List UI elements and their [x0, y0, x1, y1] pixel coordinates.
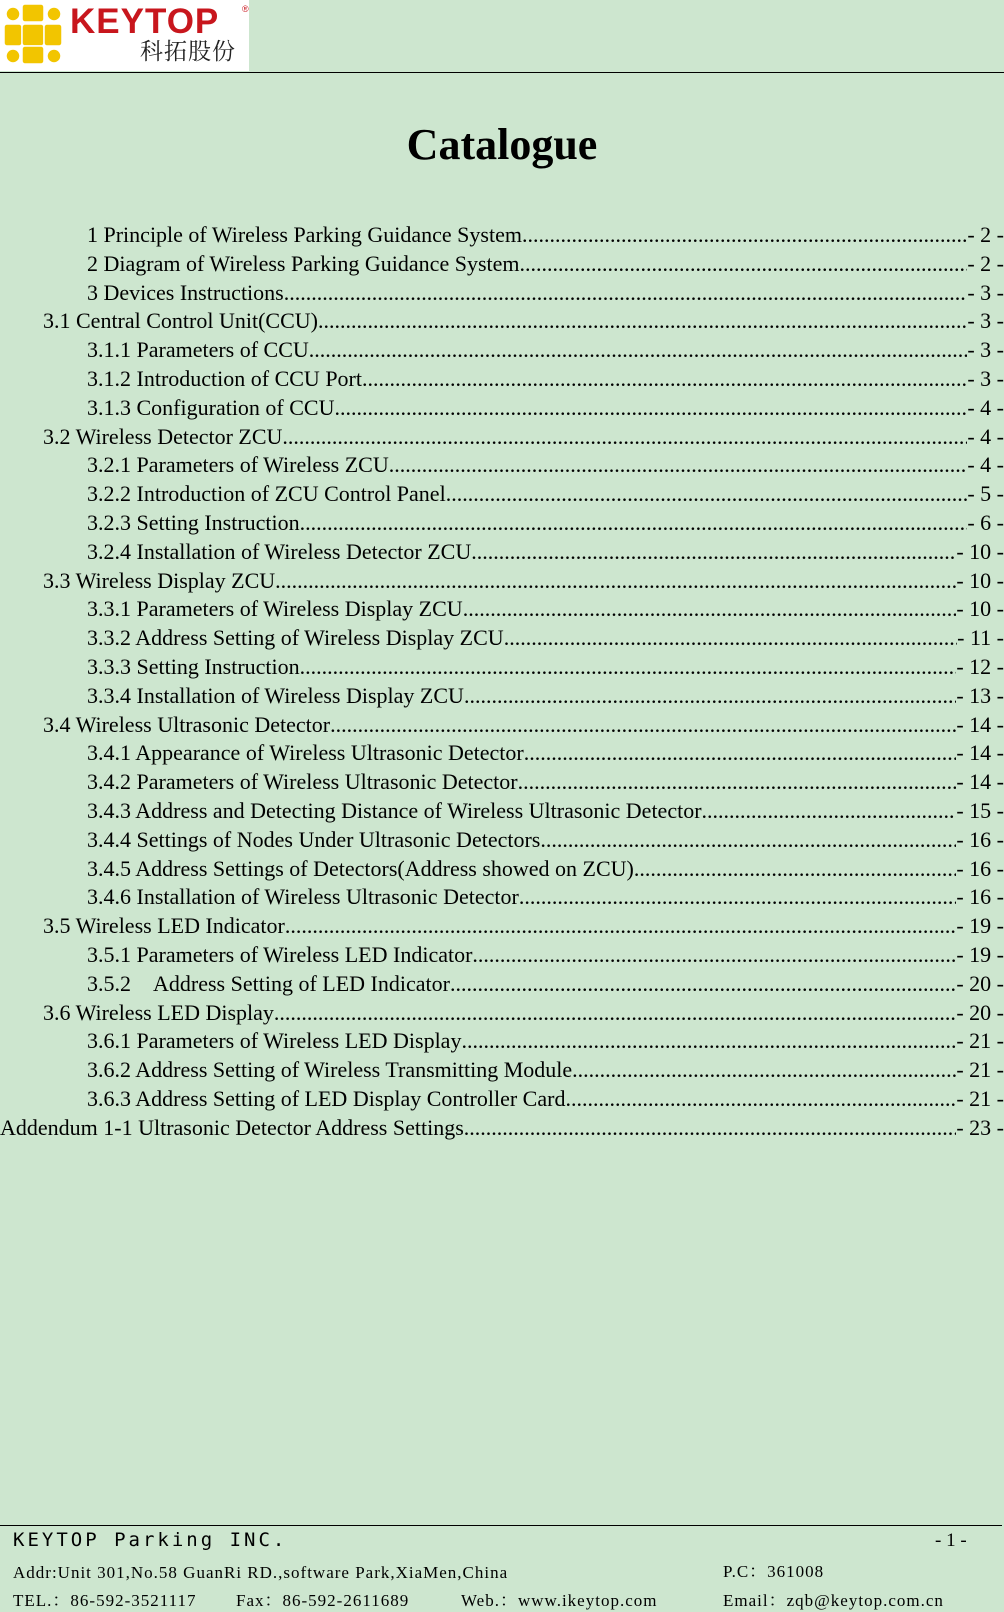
toc-dot-leader: [572, 1056, 956, 1084]
toc-entry-title: 3.1.3 Configuration of CCU: [87, 395, 335, 420]
toc-entry-title: 3.3 Wireless Display ZCU: [43, 568, 276, 593]
footer-web: Web.：www.ikeytop.com: [461, 1591, 658, 1610]
toc-entry-title: 3.5 Wireless LED Indicator: [43, 913, 285, 938]
toc-entry-page: - 14 -: [956, 769, 1004, 794]
toc-entry-page: - 4 -: [967, 395, 1004, 420]
toc-entry[interactable]: [87, 797, 1004, 825]
toc-entry-page: - 14 -: [956, 740, 1004, 765]
toc-entry-title: 1 Principle of Wireless Parking Guidance System: [87, 222, 522, 247]
toc-entry-title: 3 Devices Instructions: [87, 280, 284, 305]
toc-entry-page: - 16 -: [956, 884, 1004, 909]
toc-entry-title: 3.6 Wireless LED Display: [43, 1000, 274, 1025]
footer-email: Email：zqb@keytop.com.cn: [723, 1591, 944, 1610]
toc-entry-title: 3.2 Wireless Detector ZCU: [43, 424, 283, 449]
toc-entry-title: 3.4.4 Settings of Nodes Under Ultrasonic Detectors: [87, 827, 541, 852]
toc-entry[interactable]: [43, 711, 1004, 739]
toc-entry-page: - 4 -: [967, 424, 1004, 449]
toc-entry[interactable]: [87, 221, 1004, 249]
toc-entry[interactable]: [87, 595, 1004, 623]
toc-entry[interactable]: [87, 653, 1004, 681]
toc-entry-title: 3.6.1 Parameters of Wireless LED Display: [87, 1028, 462, 1053]
toc-entry-page: - 19 -: [956, 942, 1004, 967]
toc-entry-title: 3.2.3 Setting Instruction: [87, 510, 300, 535]
footer-company-name: KEYTOP Parking INC.: [13, 1529, 288, 1551]
toc-entry-page: - 16 -: [956, 856, 1004, 881]
toc-entry-title: 3.2.1 Parameters of Wireless ZCU: [87, 452, 389, 477]
toc-entry-page: - 21 -: [956, 1028, 1004, 1053]
toc-entry[interactable]: [87, 970, 1004, 998]
toc-dot-leader: [285, 912, 956, 940]
page-title: Catalogue: [406, 120, 598, 169]
logo-wordmark: KEYTOP: [70, 2, 220, 41]
toc-entry-page: - 11 -: [957, 625, 1004, 650]
toc-dot-leader: [335, 394, 968, 422]
toc-dot-leader: [634, 855, 956, 883]
toc-dot-leader: [518, 768, 957, 796]
toc-dot-leader: [504, 624, 957, 652]
toc-dot-leader: [330, 711, 956, 739]
toc-entry[interactable]: [87, 336, 1004, 364]
toc-entry[interactable]: [87, 826, 1004, 854]
toc-entry-title: 3.6.3 Address Setting of LED Display Controller Card: [87, 1086, 566, 1111]
toc-entry-page: - 3 -: [967, 308, 1004, 333]
toc-entry[interactable]: [87, 480, 1004, 508]
toc-entry-page: - 19 -: [956, 913, 1004, 938]
toc-entry[interactable]: [87, 941, 1004, 969]
page-header: [0, 0, 1004, 73]
toc-dot-leader: [446, 480, 968, 508]
toc-dot-leader: [274, 999, 956, 1027]
toc-entry-title: 3.1.2 Introduction of CCU Port: [87, 366, 362, 391]
toc-dot-leader: [318, 307, 967, 335]
footer-address: Addr:Unit 301,No.58 GuanRi RD.,software Park,XiaMen,China: [13, 1563, 509, 1582]
toc-entry[interactable]: [87, 624, 1004, 652]
toc-entry-title: 3.3.1 Parameters of Wireless Display ZCU: [87, 596, 463, 621]
toc-entry-page: - 3 -: [967, 337, 1004, 362]
toc-entry[interactable]: [43, 999, 1004, 1027]
toc-entry-title: 3.4.1 Appearance of Wireless Ultrasonic Detector: [87, 740, 524, 765]
toc-entry-page: - 16 -: [956, 827, 1004, 852]
toc-entry[interactable]: [87, 682, 1004, 710]
toc-dot-leader: [461, 1027, 956, 1055]
toc-entry-page: - 6 -: [967, 510, 1004, 535]
toc-entry-page: - 2 -: [967, 251, 1004, 276]
toc-entry-title: 3.4 Wireless Ultrasonic Detector: [43, 712, 331, 737]
toc-entry-title: 3.5.1 Parameters of Wireless LED Indicator: [87, 942, 473, 967]
toc-dot-leader: [520, 250, 968, 278]
toc-entry-title: 3.4.5 Address Settings of Detectors(Address showed on ZCU): [87, 856, 634, 881]
toc-entry-title: 3.1 Central Control Unit(CCU): [43, 308, 318, 333]
toc-entry-title: 3.5.2 Address Setting of LED Indicator: [87, 971, 450, 996]
toc-entry-title: 3.4.3 Address and Detecting Distance of Wireless Ultrasonic Detector: [87, 798, 702, 823]
toc-entry-page: - 21 -: [956, 1057, 1004, 1082]
toc-entry[interactable]: [87, 365, 1004, 393]
toc-entry-page: - 3 -: [967, 366, 1004, 391]
toc-entry[interactable]: [43, 423, 1004, 451]
toc-entry[interactable]: [43, 567, 1004, 595]
toc-dot-leader: [464, 1114, 957, 1142]
toc-entry-page: - 2 -: [967, 222, 1004, 247]
toc-dot-leader: [702, 797, 957, 825]
toc-entry-title: Addendum 1-1 Ultrasonic Detector Address Settings: [0, 1115, 464, 1140]
toc-entry[interactable]: [87, 279, 1004, 307]
toc-entry[interactable]: [87, 883, 1004, 911]
toc-dot-leader: [362, 365, 967, 393]
toc-entry[interactable]: [87, 538, 1004, 566]
toc-dot-leader: [522, 221, 967, 249]
toc-entry-page: - 15 -: [956, 798, 1004, 823]
toc-entry[interactable]: [87, 451, 1004, 479]
toc-entry[interactable]: [87, 394, 1004, 422]
toc-entry-title: 3.1.1 Parameters of CCU: [87, 337, 309, 362]
toc-entry-page: - 12 -: [956, 654, 1004, 679]
footer-divider: [0, 1525, 1002, 1526]
toc-entry-title: 3.6.2 Address Setting of Wireless Transmitting Module: [87, 1057, 573, 1082]
footer-tel: TEL.：86-592-3521117: [13, 1591, 197, 1610]
footer-page-number: - 1 -: [935, 1530, 967, 1551]
toc-dot-leader: [464, 682, 956, 710]
footer-fax: Fax：86-592-2611689: [236, 1591, 410, 1610]
toc-entry[interactable]: [43, 307, 1004, 335]
toc-dot-leader: [471, 538, 956, 566]
toc-entry[interactable]: [87, 855, 1004, 883]
toc-entry-title: 3.3.4 Installation of Wireless Display ZCU: [87, 683, 464, 708]
toc-entry-page: - 20 -: [956, 1000, 1004, 1025]
toc-entry-title: 3.4.6 Installation of Wireless Ultrasonic Detector: [87, 884, 519, 909]
toc-entry-page: - 4 -: [967, 452, 1004, 477]
toc-dot-leader: [284, 279, 968, 307]
toc-entry-title: 3.2.2 Introduction of ZCU Control Panel: [87, 481, 446, 506]
toc-entry-page: - 3 -: [967, 280, 1004, 305]
toc-entry-page: - 13 -: [956, 683, 1004, 708]
toc-dot-leader: [300, 509, 968, 537]
toc-entry-page: - 14 -: [956, 712, 1004, 737]
toc-entry-title: 3.3.2 Address Setting of Wireless Display ZCU: [87, 625, 504, 650]
toc-entry[interactable]: [87, 1085, 1004, 1113]
toc-entry[interactable]: [87, 768, 1004, 796]
toc-dot-leader: [463, 595, 957, 623]
toc-dot-leader: [450, 970, 956, 998]
toc-entry[interactable]: [87, 739, 1004, 767]
toc-entry[interactable]: [0, 1114, 1004, 1142]
toc-entry-page: - 10 -: [956, 568, 1004, 593]
toc-entry-page: - 23 -: [956, 1115, 1004, 1140]
toc-entry-title: 3.3.3 Setting Instruction: [87, 654, 300, 679]
toc-entry-title: 3.2.4 Installation of Wireless Detector ZCU: [87, 539, 472, 564]
toc-dot-leader: [540, 826, 956, 854]
toc-dot-leader: [275, 567, 956, 595]
toc-entry-page: - 21 -: [956, 1086, 1004, 1111]
toc-dot-leader: [300, 653, 957, 681]
toc-dot-leader: [519, 883, 956, 911]
toc-dot-leader: [389, 451, 968, 479]
toc-dot-leader: [282, 423, 967, 451]
toc-entry[interactable]: [87, 1027, 1004, 1055]
toc-dot-leader: [472, 941, 956, 969]
footer-postcode: P.C：361008: [723, 1562, 825, 1581]
toc-entry-page: - 10 -: [956, 539, 1004, 564]
toc-dot-leader: [309, 336, 968, 364]
toc-entry[interactable]: [87, 509, 1004, 537]
toc-entry-title: 3.4.2 Parameters of Wireless Ultrasonic Detector: [87, 769, 518, 794]
keytop-puzzle-logo-icon: [0, 2, 68, 68]
toc-dot-leader: [524, 739, 957, 767]
registered-mark: ®: [242, 4, 249, 14]
logo-chinese-name: 科拓股份: [140, 39, 236, 65]
toc-entry-page: - 10 -: [956, 596, 1004, 621]
toc-entry[interactable]: [43, 912, 1004, 940]
company-logo: [0, 0, 249, 71]
toc-entry-page: - 20 -: [956, 971, 1004, 996]
toc-entry-page: - 5 -: [967, 481, 1004, 506]
toc-dot-leader: [565, 1085, 956, 1113]
toc-entry[interactable]: [87, 250, 1004, 278]
toc-entry[interactable]: [87, 1056, 1004, 1084]
toc-entry-title: 2 Diagram of Wireless Parking Guidance System: [87, 251, 520, 276]
